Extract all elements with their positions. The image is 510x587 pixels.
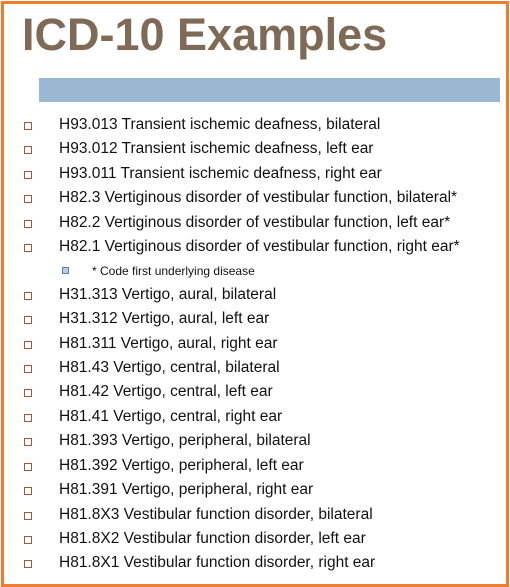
list-item-text: H81.392 Vertigo, peripheral, left ear (59, 456, 304, 474)
list-item (4, 357, 506, 381)
list-item-text: H81.391 Vertigo, peripheral, right ear (59, 481, 314, 499)
square-bullet-icon (24, 438, 32, 446)
list-item (4, 333, 506, 357)
list-item (4, 114, 506, 138)
list-item (4, 528, 506, 552)
square-bullet-icon (24, 512, 32, 520)
slide-frame (1, 1, 509, 587)
list-item (4, 381, 506, 405)
list-item-text: H81.8X1 Vestibular function disorder, right ear (59, 554, 376, 572)
slide-title: ICD-10 Examples (22, 9, 388, 60)
square-bullet-icon (24, 536, 32, 544)
list-item-text: H81.393 Vertigo, peripheral, bilateral (59, 432, 311, 450)
square-bullet-icon (24, 220, 32, 228)
list-item-text: H31.312 Vertigo, aural, left ear (59, 310, 270, 328)
list-item-text: H82.2 Vertiginous disorder of vestibular function, left ear* (59, 213, 451, 231)
square-bullet-icon (24, 389, 32, 397)
list-item-text: H93.012 Transient ischemic deafness, left ear (59, 140, 374, 158)
list-item (4, 455, 506, 479)
sub-list-item (4, 261, 506, 284)
list-item-text: H81.8X3 Vestibular function disorder, bilateral (59, 505, 373, 523)
list-item-text: H81.43 Vertigo, central, bilateral (59, 358, 280, 376)
list-item (4, 479, 506, 503)
square-bullet-icon (24, 292, 32, 300)
list-item-text: H82.3 Vertiginous disorder of vestibular function, bilateral* (59, 189, 458, 207)
square-bullet-icon (24, 414, 32, 422)
square-bullet-icon (24, 463, 32, 471)
list-item (4, 212, 506, 236)
list-item-text: * Code first underlying disease (92, 263, 255, 278)
square-bullet-icon (24, 146, 32, 154)
list-item-text: H93.013 Transient ischemic deafness, bilateral (59, 116, 381, 133)
list-item-text: H81.8X2 Vestibular function disorder, left ear (59, 530, 366, 547)
list-item-text: H81.311 Vertigo, aural, right ear (59, 334, 278, 352)
code-list (4, 114, 506, 577)
list-item (4, 552, 506, 576)
square-bullet-icon (24, 122, 32, 130)
list-item (4, 406, 506, 430)
list-item (4, 187, 506, 211)
list-item-text: H81.42 Vertigo, central, left ear (59, 383, 273, 401)
list-item-text: H31.313 Vertigo, aural, bilateral (59, 285, 277, 303)
square-bullet-icon (62, 267, 69, 274)
square-bullet-icon (24, 341, 32, 349)
square-bullet-icon (24, 171, 32, 179)
list-item-text: H82.1 Vertiginous disorder of vestibular function, right ear* (59, 238, 460, 256)
square-bullet-icon (24, 195, 32, 203)
list-item (4, 163, 506, 187)
list-item-text: H81.41 Vertigo, central, right ear (59, 407, 283, 425)
square-bullet-icon (24, 560, 32, 568)
list-item (4, 308, 506, 332)
list-item (4, 504, 506, 528)
square-bullet-icon (24, 316, 32, 324)
header-bar (39, 78, 500, 102)
square-bullet-icon (24, 244, 32, 252)
list-item (4, 430, 506, 454)
square-bullet-icon (24, 365, 32, 373)
list-item (4, 138, 506, 162)
list-item-text: H93.011 Transient ischemic deafness, right ear (59, 164, 382, 182)
square-bullet-icon (24, 487, 32, 495)
list-item (4, 236, 506, 260)
list-item (4, 284, 506, 308)
